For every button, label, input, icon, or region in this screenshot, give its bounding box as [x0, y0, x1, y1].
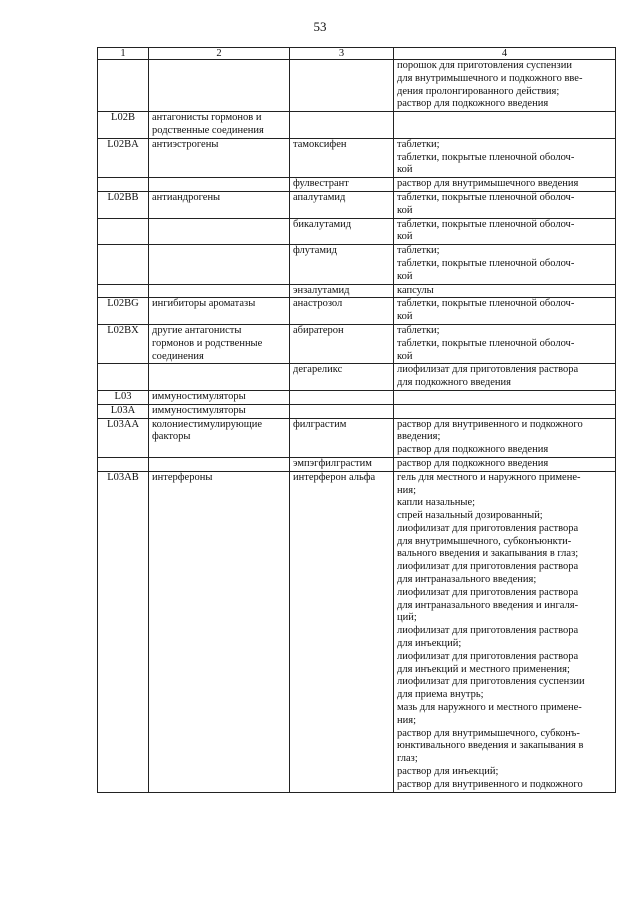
- substance-name-cell: [290, 404, 394, 418]
- substance-name-cell: анастрозол: [290, 298, 394, 325]
- page-number: 53: [313, 19, 327, 34]
- table-body: [98, 48, 616, 793]
- atc-code-cell: [98, 245, 149, 284]
- table-row: [98, 457, 616, 471]
- atc-code-cell: L03: [98, 390, 149, 404]
- substance-name-cell: интерферон альфа: [290, 471, 394, 792]
- group-name-cell: колониестимулирующие факторы: [149, 418, 290, 457]
- dosage-form-line: лиофилизат для приготовления раствора: [397, 586, 579, 598]
- column-number-row: [98, 48, 616, 60]
- table-row: [98, 284, 616, 298]
- dosage-forms-cell: [394, 178, 616, 192]
- dosage-form-line: капли назальные;: [397, 497, 476, 509]
- substance-name-cell: эмпэгфилграстим: [290, 457, 394, 471]
- substance-name-cell: дегареликс: [290, 364, 394, 391]
- group-name-cell: [149, 245, 290, 284]
- substance-name-cell: абиратерон: [290, 324, 394, 363]
- table-row: [98, 364, 616, 391]
- substance-name-cell: тамоксифен: [290, 138, 394, 177]
- dosage-form-line: раствор для внутривенного и подкожного: [397, 778, 583, 790]
- group-name-cell: другие антагонисты гормонов и родственные соединения: [149, 324, 290, 363]
- group-name-cell: [149, 364, 290, 391]
- dosage-form-line: лиофилизат для приготовления суспензии: [397, 676, 585, 688]
- dosage-forms-cell: [394, 404, 616, 418]
- group-name-cell: ингибиторы ароматазы: [149, 298, 290, 325]
- dosage-form-line: спрей назальный дозированный;: [397, 510, 543, 522]
- table-row: [98, 390, 616, 404]
- dosage-form-line: гель для местного и наружного примене-: [397, 471, 581, 483]
- atc-code-cell: L03AA: [98, 418, 149, 457]
- dosage-form-line: введения;: [397, 431, 441, 443]
- dosage-forms-cell: [394, 457, 616, 471]
- table-row: [98, 245, 616, 284]
- table-row: [98, 298, 616, 325]
- dosage-forms-cell: [394, 138, 616, 177]
- dosage-form-line: лиофилизат для приготовления раствора: [397, 364, 579, 376]
- dosage-form-line: таблетки, покрытые пленочной оболоч-: [397, 337, 575, 349]
- dosage-form-line: мазь для наружного и местного примене-: [397, 702, 582, 714]
- dosage-form-line: таблетки, покрытые пленочной оболоч-: [397, 151, 575, 163]
- dosage-forms-cell: [394, 390, 616, 404]
- dosage-form-line: таблетки, покрытые пленочной оболоч-: [397, 191, 575, 203]
- dosage-form-line: лиофилизат для приготовления раствора: [397, 522, 579, 534]
- dosage-form-line: лиофилизат для приготовления раствора: [397, 561, 579, 573]
- group-name-cell: [149, 178, 290, 192]
- column-number: 2: [149, 48, 290, 60]
- dosage-forms-cell: [394, 284, 616, 298]
- dosage-form-line: раствор для инъекций;: [397, 766, 499, 778]
- dosage-form-line: раствор для подкожного введения: [397, 444, 549, 456]
- table-row: [98, 112, 616, 139]
- dosage-forms-cell: [394, 191, 616, 218]
- table-row: [98, 218, 616, 245]
- dosage-form-line: кой: [397, 350, 413, 362]
- column-number: 3: [290, 48, 394, 60]
- dosage-form-line: порошок для приготовления суспензии: [397, 60, 572, 71]
- column-number: 1: [98, 48, 149, 60]
- dosage-form-line: дения пролонгированного действия;: [397, 85, 560, 97]
- dosage-form-line: ций;: [397, 612, 417, 624]
- dosage-form-line: таблетки, покрытые пленочной оболоч-: [397, 257, 575, 269]
- table-row: [98, 191, 616, 218]
- dosage-form-line: лиофилизат для приготовления раствора: [397, 625, 579, 637]
- substance-name-cell: филграстим: [290, 418, 394, 457]
- table-row: [98, 324, 616, 363]
- dosage-form-line: кой: [397, 204, 413, 216]
- dosage-form-line: таблетки, покрытые пленочной оболоч-: [397, 298, 575, 310]
- dosage-form-line: таблетки;: [397, 245, 440, 257]
- substance-name-cell: энзалутамид: [290, 284, 394, 298]
- atc-code-cell: [98, 60, 149, 112]
- dosage-form-line: таблетки, покрытые пленочной оболоч-: [397, 218, 575, 230]
- atc-code-cell: L02BG: [98, 298, 149, 325]
- dosage-form-line: для внутримышечного, субконъюнкти-: [397, 535, 572, 547]
- substance-name-cell: фулвестрант: [290, 178, 394, 192]
- substance-name-cell: [290, 60, 394, 112]
- group-name-cell: антиэстрогены: [149, 138, 290, 177]
- atc-code-cell: L02BB: [98, 191, 149, 218]
- atc-code-cell: [98, 178, 149, 192]
- substance-name-cell: флутамид: [290, 245, 394, 284]
- dosage-form-line: раствор для внутримышечного, субконъ-: [397, 727, 580, 739]
- column-number: 4: [394, 48, 616, 60]
- dosage-form-line: кой: [397, 311, 413, 323]
- drug-table: [97, 47, 616, 793]
- dosage-form-line: ния;: [397, 484, 416, 496]
- group-name-cell: интерфероны: [149, 471, 290, 792]
- table-row: [98, 404, 616, 418]
- table-row: [98, 138, 616, 177]
- dosage-form-line: для внутримышечного и подкожного вве-: [397, 72, 583, 84]
- dosage-form-line: кой: [397, 231, 413, 243]
- atc-code-cell: [98, 364, 149, 391]
- dosage-form-line: лиофилизат для приготовления раствора: [397, 650, 579, 662]
- group-name-cell: антагонисты гормонов и родственные соединения: [149, 112, 290, 139]
- dosage-forms-cell: [394, 112, 616, 139]
- dosage-forms-cell: [394, 418, 616, 457]
- dosage-form-line: кой: [397, 270, 413, 282]
- atc-code-cell: [98, 218, 149, 245]
- dosage-form-line: раствор для внутривенного и подкожного: [397, 418, 583, 430]
- substance-name-cell: апалутамид: [290, 191, 394, 218]
- table-row: [98, 178, 616, 192]
- atc-code-cell: [98, 457, 149, 471]
- atc-code-cell: [98, 284, 149, 298]
- table-row: [98, 471, 616, 792]
- dosage-form-line: таблетки;: [397, 138, 440, 150]
- dosage-form-line: для интраназального введения;: [397, 574, 537, 586]
- table-row: [98, 60, 616, 112]
- dosage-form-line: раствор для подкожного введения: [397, 98, 549, 110]
- substance-name-cell: [290, 112, 394, 139]
- substance-name-cell: [290, 390, 394, 404]
- dosage-forms-cell: [394, 60, 616, 112]
- dosage-forms-cell: [394, 298, 616, 325]
- dosage-form-line: раствор для внутримышечного введения: [397, 178, 579, 190]
- atc-code-cell: L02BA: [98, 138, 149, 177]
- dosage-form-line: для инъекций;: [397, 638, 462, 650]
- dosage-form-line: юнктивального введения и закапывания в: [397, 740, 584, 752]
- group-name-cell: антиандрогены: [149, 191, 290, 218]
- dosage-form-line: ния;: [397, 714, 416, 726]
- group-name-cell: иммуностимуляторы: [149, 404, 290, 418]
- dosage-form-line: вального введения и закапывания в глаз;: [397, 548, 579, 560]
- table-row: [98, 418, 616, 457]
- dosage-forms-cell: [394, 364, 616, 391]
- dosage-forms-cell: [394, 471, 616, 792]
- dosage-form-line: капсулы: [397, 284, 434, 296]
- atc-code-cell: L02BX: [98, 324, 149, 363]
- substance-name-cell: бикалутамид: [290, 218, 394, 245]
- atc-code-cell: L03A: [98, 404, 149, 418]
- group-name-cell: иммуностимуляторы: [149, 390, 290, 404]
- dosage-form-line: для приема внутрь;: [397, 689, 484, 701]
- atc-code-cell: L03AB: [98, 471, 149, 792]
- group-name-cell: [149, 218, 290, 245]
- dosage-form-line: для интраназального введения и ингаля-: [397, 599, 579, 611]
- dosage-form-line: для подкожного введения: [397, 377, 511, 389]
- dosage-form-line: раствор для подкожного введения: [397, 457, 549, 469]
- dosage-forms-cell: [394, 324, 616, 363]
- atc-code-cell: L02B: [98, 112, 149, 139]
- dosage-form-line: таблетки;: [397, 324, 440, 336]
- dosage-form-line: для инъекций и местного применения;: [397, 663, 570, 675]
- dosage-forms-cell: [394, 245, 616, 284]
- dosage-form-line: кой: [397, 164, 413, 176]
- group-name-cell: [149, 457, 290, 471]
- group-name-cell: [149, 284, 290, 298]
- dosage-form-line: глаз;: [397, 753, 418, 765]
- dosage-forms-cell: [394, 218, 616, 245]
- group-name-cell: [149, 60, 290, 112]
